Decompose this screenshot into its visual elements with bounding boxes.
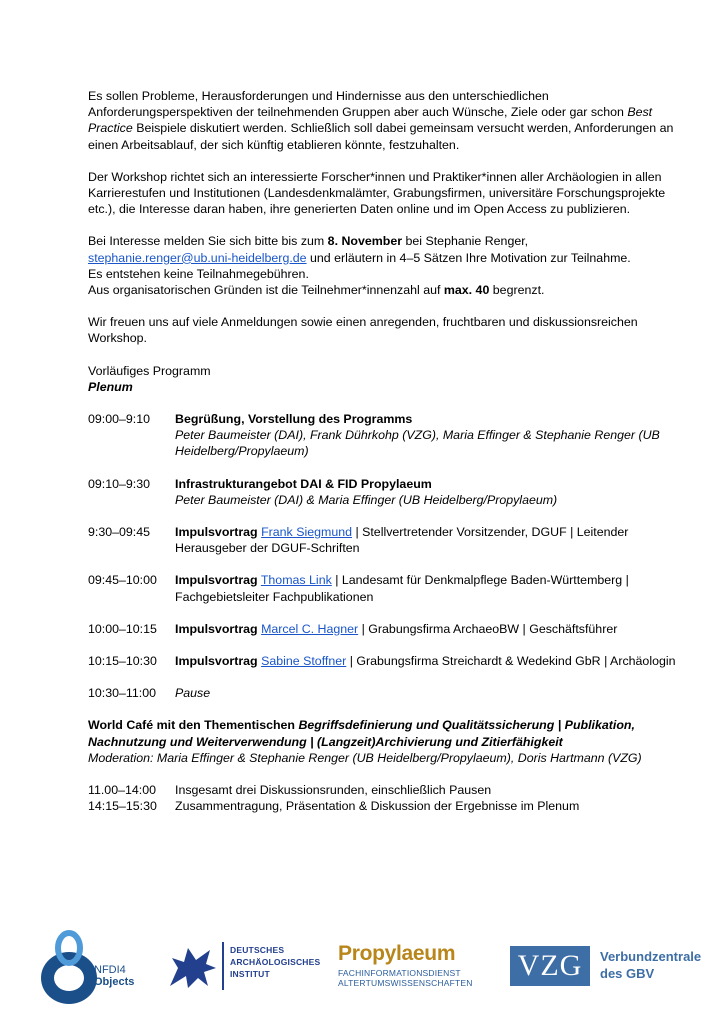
- griffin-icon: [166, 942, 220, 992]
- afternoon-schedule: [88, 782, 688, 814]
- vzg-logo: [510, 946, 700, 990]
- program-time: 09:10–9:30: [88, 476, 151, 491]
- nfdi-label-line2: Objects: [94, 976, 135, 988]
- nfdi-label-line1: NFDI4: [94, 964, 126, 976]
- talk-item: 10:00–10:15 Impulsvortrag Marcel C. Hagner | Grabungsfirma ArchaeoBW | Geschäftsführer: [88, 621, 618, 636]
- program-time: 10:30–11:00: [88, 686, 156, 701]
- speaker-link[interactable]: Marcel C. Hagner: [261, 621, 359, 636]
- program-time: 09:45–10:00: [88, 573, 157, 588]
- deadline-date: 8. November: [327, 234, 403, 249]
- registration-paragraph: Bei Interesse melden Sie sich bitte bis zum 8. November bei Stephanie Renger, stephanie.renger@ub.uni-heidelberg.de und erläutern in 4–5 Sätzen Ihre Motivation zur Teilnahme. Es entstehen keine Teilnahmegebühren. Aus organisatorischen Gründen ist die Teilnehmer*innenzahl auf max. 40 begrenzt.: [88, 233, 688, 298]
- program-item-title: Infrastrukturangebot DAI & FID Propylaeum: [175, 476, 432, 491]
- best-practice-term: Best Practice: [88, 105, 653, 136]
- logo-bar: [0, 920, 724, 1020]
- afternoon-text: Zusammentragung, Präsentation & Diskussion der Ergebnisse im Plenum: [175, 799, 580, 814]
- intro-paragraph-2: Der Workshop richtet sich an interessierte Forscher*innen und Praktiker*innen aller Archäologien in allen Karrierestufen und Institutionen (Landesdenkmalämter, Grabungsfirmen, universitäre Forschungsprojekte etc.), die Interesse daran haben, ihre generierten Daten online und im Open Access zu publizieren.: [88, 169, 666, 217]
- talk-label: Impulsvortrag: [175, 654, 258, 669]
- intro-paragraph-1: Es sollen Probleme, Herausforderungen und Hindernisse aus den unterschiedlichen Anforderungsperspektiven der teilnehmenden Gruppen aber auch Wünsche, Ziele oder gar schon Best Practice Beispiele diskutiert werden. Schließlich soll dabei gemeinsam versucht werden, Anforderungen an einen Arbeitsablauf, der sich künftig etablieren könnte, festzuhalten.: [88, 89, 674, 152]
- propylaeum-logo: [338, 942, 488, 1002]
- nfdi-inner-hole: [54, 965, 84, 991]
- program-time: 10:00–10:15: [88, 621, 157, 636]
- dai-logo: [166, 942, 326, 1002]
- program-time: 9:30–09:45: [88, 525, 151, 540]
- afternoon-item: [88, 798, 688, 814]
- program-time: 09:00–9:10: [88, 412, 151, 427]
- propylaeum-sub1: FACHINFORMATIONSDIENST: [338, 968, 461, 978]
- email-link[interactable]: stephanie.renger@ub.uni-heidelberg.de: [88, 250, 307, 265]
- dai-label-line2: ARCHÄOLOGISCHES: [230, 957, 321, 967]
- world-cafe-topics: Begriffsdefinierung und Qualitätssicherung | Publikation, Nachnutzung und Weiterverwendung | (Langzeit)Archivierung und Zitierfähigkeit: [88, 718, 635, 749]
- dai-divider: [222, 942, 224, 990]
- program-item-title: Begrüßung, Vorstellung des Programms: [175, 412, 413, 427]
- speaker-link[interactable]: Frank Siegmund: [261, 525, 352, 540]
- talk-item: 10:15–10:30 Impulsvortrag Sabine Stoffner | Grabungsfirma Streichardt & Wedekind GbR | Archäologin: [88, 654, 676, 669]
- vzg-abbr: VZG: [510, 946, 590, 986]
- speaker-link[interactable]: Thomas Link: [260, 573, 332, 588]
- program-time: 11.00–14:00: [88, 783, 156, 798]
- afternoon-item: [88, 782, 688, 798]
- vzg-label-line1: Verbundzentrale: [600, 949, 702, 964]
- talk-item: 09:45–10:00 Impulsvortrag Thomas Link | Landesamt für Denkmalpflege Baden-Württemberg | Fachgebietsleiter Fachpublikationen: [88, 573, 629, 604]
- propylaeum-sub2: ALTERTUMSWISSENSCHAFTEN: [338, 978, 473, 988]
- world-cafe-moderation: Moderation: Maria Effinger & Stephanie Renger (UB Heidelberg/Propylaeum), Doris Hartmann (VZG): [88, 750, 642, 765]
- program-title: Vorläufiges Programm: [88, 363, 211, 378]
- pause-item: [88, 685, 688, 701]
- speaker-link[interactable]: Sabine Stoffner: [261, 654, 347, 669]
- dai-label-line3: INSTITUT: [230, 969, 270, 979]
- participant-limit: Aus organisatorischen Gründen ist die Teilnehmer*innenzahl auf max. 40 begrenzt.: [88, 283, 545, 298]
- vzg-label-line2: des GBV: [600, 966, 655, 981]
- program-item-speakers: Peter Baumeister (DAI), Frank Dührkohp (VZG), Maria Effinger & Stephanie Renger (UB Heidelberg/Propylaeum): [175, 428, 660, 459]
- plenum-heading: Plenum: [88, 379, 133, 394]
- document-body: [88, 88, 688, 815]
- talk-item: 9:30–09:45 Impulsvortrag Frank Siegmund | Stellvertretender Vorsitzender, DGUF | Leitender Herausgeber der DGUF-Schriften: [88, 525, 629, 556]
- propylaeum-name: Propylaeum: [338, 942, 456, 965]
- world-cafe-lead: World Café mit den Thementischen: [88, 718, 299, 733]
- talk-label: Impulsvortrag: [175, 573, 258, 588]
- program-item: [88, 476, 688, 508]
- afternoon-text: Insgesamt drei Diskussionsrunden, einschließlich Pausen: [175, 783, 492, 798]
- program-time: 14:15–15:30: [88, 799, 157, 814]
- program-time: 10:15–10:30: [88, 654, 157, 669]
- closing-paragraph: Wir freuen uns auf viele Anmeldungen sowie einen anregenden, fruchtbaren und diskussionsreichen Workshop.: [88, 315, 638, 346]
- program-item: [88, 411, 688, 460]
- nfdi4objects-logo: [36, 926, 146, 1006]
- program-item-speakers: Peter Baumeister (DAI) & Maria Effinger (UB Heidelberg/Propylaeum): [175, 492, 558, 507]
- pause-label: Pause: [175, 686, 211, 701]
- fees-note: Es entstehen keine Teilnahmegebühren.: [88, 266, 309, 281]
- dai-label-line1: DEUTSCHES: [230, 945, 285, 955]
- talk-label: Impulsvortrag: [175, 525, 258, 540]
- world-cafe-block: [88, 717, 688, 766]
- talk-label: Impulsvortrag: [175, 621, 258, 636]
